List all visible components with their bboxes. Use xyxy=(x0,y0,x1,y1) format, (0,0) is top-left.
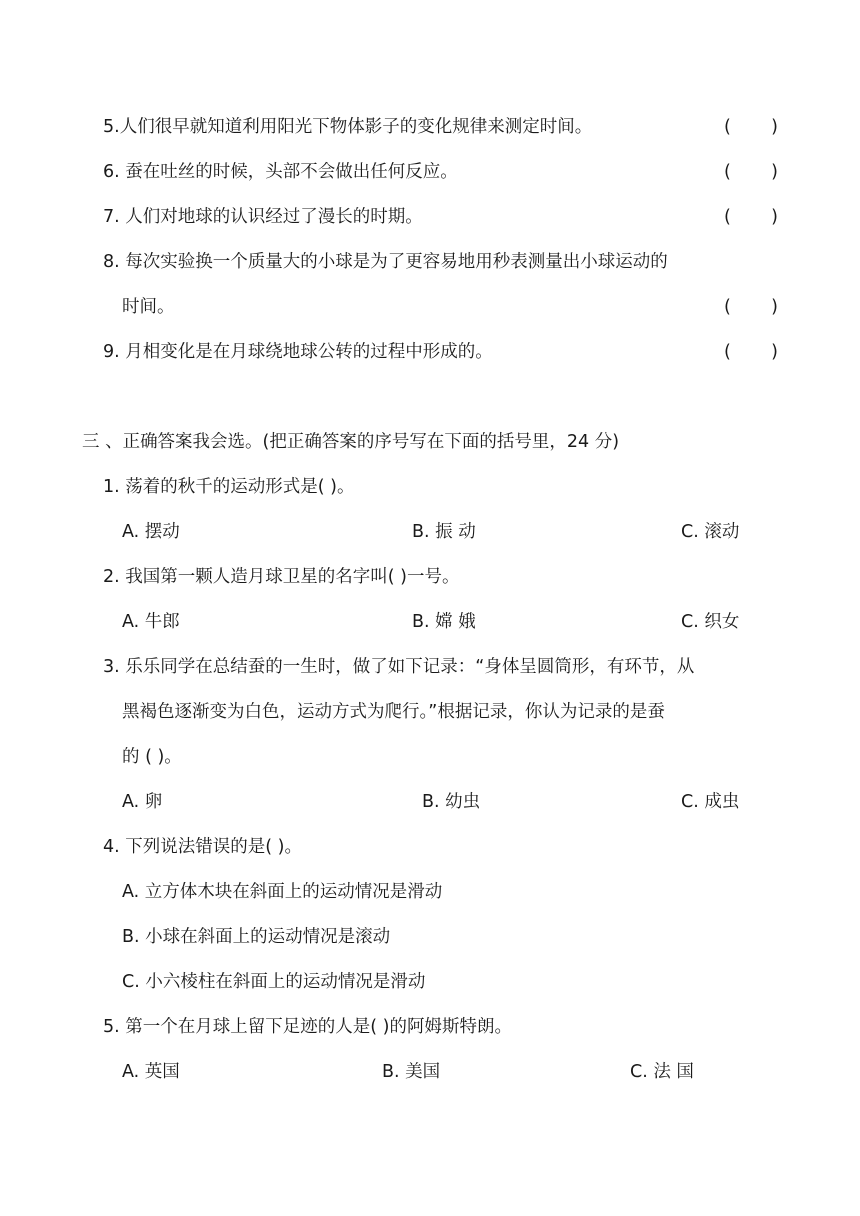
question-3-stem-line2: 黑褐色逐渐变为白色，运动方式为爬行。”根据记录，你认为记录的是蚕 xyxy=(122,702,665,722)
judge-item-5: 5.人们很早就知道利用阳光下物体影子的变化规律来测定时间。 xyxy=(103,117,593,137)
question-4-option-a: A. 立方体木块在斜面上的运动情况是滑动 xyxy=(122,882,443,902)
question-1-stem: 1. 荡着的秋千的运动形式是( )。 xyxy=(103,477,355,497)
question-3-option-a: A. 卵 xyxy=(122,792,163,812)
question-5-option-c: C. 法 国 xyxy=(630,1062,694,1082)
question-3-stem: 3. 乐乐同学在总结蚕的一生时，做了如下记录：“身体呈圆筒形，有环节，从 xyxy=(103,657,695,677)
question-1-option-c: C. 滚动 xyxy=(681,522,740,542)
question-5-option-a: A. 英国 xyxy=(122,1062,180,1082)
question-2-option-c: C. 织女 xyxy=(681,612,740,632)
question-2-stem: 2. 我国第一颗人造月球卫星的名字叫( )一号。 xyxy=(103,567,460,587)
question-4-option-c: C. 小六棱柱在斜面上的运动情况是滑动 xyxy=(122,972,426,992)
judge-item-9: 9. 月相变化是在月球绕地球公转的过程中形成的。 xyxy=(103,342,493,362)
question-2-option-b: B. 嫦 娥 xyxy=(412,612,476,632)
question-1-option-a: A. 摆动 xyxy=(122,522,180,542)
paren-open: ( xyxy=(724,207,731,227)
paren-open: ( xyxy=(724,297,731,317)
question-5-option-b: B. 美国 xyxy=(382,1062,441,1082)
question-3-stem-line3: 的 ( )。 xyxy=(122,747,182,767)
question-1-option-b: B. 振 动 xyxy=(412,522,476,542)
paren-close: ) xyxy=(771,117,778,137)
question-3-option-c: C. 成虫 xyxy=(681,792,740,812)
paren-close: ) xyxy=(771,297,778,317)
section-3-heading: 三 、正确答案我会选。(把正确答案的序号写在下面的括号里，24 分) xyxy=(82,432,620,452)
question-4-stem: 4. 下列说法错误的是( )。 xyxy=(103,837,302,857)
question-4-option-b: B. 小球在斜面上的运动情况是滚动 xyxy=(122,927,391,947)
judge-item-8: 8. 每次实验换一个质量大的小球是为了更容易地用秒表测量出小球运动的 xyxy=(103,252,668,272)
paren-close: ) xyxy=(771,342,778,362)
paren-close: ) xyxy=(771,162,778,182)
judge-item-7: 7. 人们对地球的认识经过了漫长的时期。 xyxy=(103,207,423,227)
question-2-option-a: A. 牛郎 xyxy=(122,612,180,632)
paren-open: ( xyxy=(724,162,731,182)
judge-item-8-cont: 时间。 xyxy=(122,297,175,317)
judge-item-6: 6. 蚕在吐丝的时候，头部不会做出任何反应。 xyxy=(103,162,458,182)
paren-open: ( xyxy=(724,117,731,137)
question-3-option-b: B. 幼虫 xyxy=(422,792,481,812)
question-5-stem: 5. 第一个在月球上留下足迹的人是( )的阿姆斯特朗。 xyxy=(103,1017,512,1037)
paren-close: ) xyxy=(771,207,778,227)
paren-open: ( xyxy=(724,342,731,362)
